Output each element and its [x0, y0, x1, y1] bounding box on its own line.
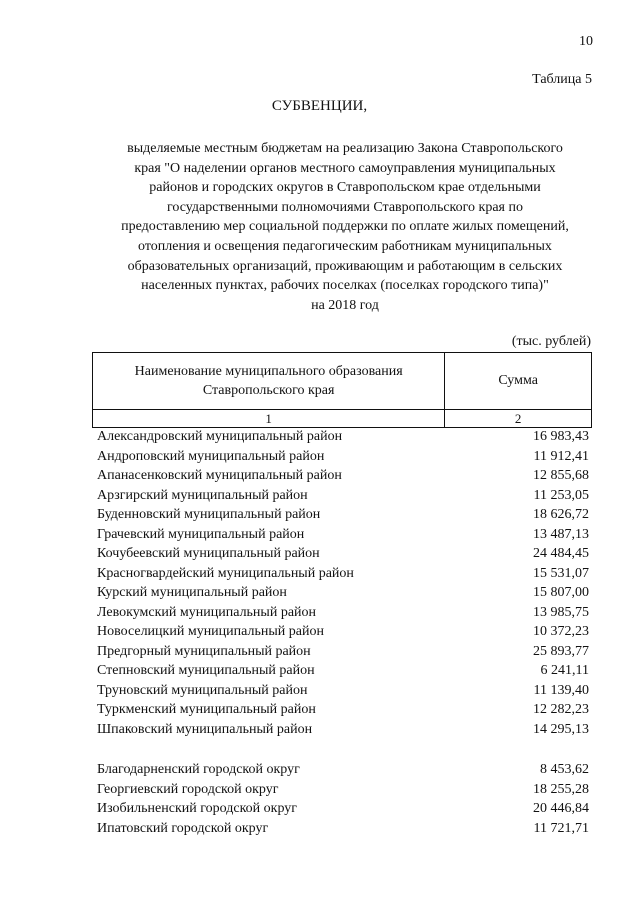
table-row [97, 564, 589, 584]
row-value: 11 253,05 [533, 487, 589, 503]
table-row [97, 819, 589, 839]
row-name: Степновский муниципальный район [97, 663, 315, 678]
table-header [92, 352, 592, 428]
row-value: 11 721,71 [533, 820, 589, 836]
column-number-2: 2 [445, 410, 592, 428]
row-value: 11 139,40 [533, 682, 589, 698]
row-name: Благодарненский городской округ [97, 762, 300, 777]
table-row [97, 583, 589, 603]
table-row [97, 720, 589, 740]
row-name: Туркменский муниципальный район [97, 702, 316, 717]
row-value: 18 255,28 [533, 781, 589, 797]
row-value: 8 453,62 [540, 762, 589, 777]
row-value: 13 985,75 [533, 604, 589, 620]
table-row [97, 780, 589, 800]
row-value: 24 484,45 [533, 546, 589, 561]
row-name: Грачевский муниципальный район [97, 526, 305, 542]
row-value: 25 893,77 [533, 643, 589, 659]
document-heading: СУБВЕНЦИИ, [271, 98, 368, 114]
row-name: Арзгирский муниципальный район [97, 487, 308, 503]
table-row [97, 505, 589, 525]
subtitle-line: отопления и освещения педагогическим работникам муниципальных [138, 238, 552, 254]
row-name: Андроповский муниципальный район [97, 448, 325, 464]
subtitle-line: на 2018 год [311, 297, 379, 313]
column-header-sum: Сумма [445, 353, 592, 410]
row-name: Ипатовский городской округ [97, 820, 269, 836]
units-label: (тыс. рублей) [511, 334, 591, 349]
subtitle-line: образовательных организаций, проживающим и работающим в сельских [127, 258, 563, 274]
row-value: 13 487,13 [533, 526, 589, 542]
subtitle-line: выделяемые местным бюджетам на реализацию Закона Ставропольского [127, 141, 563, 156]
row-value: 12 855,68 [533, 468, 589, 483]
row-name: Кочубеевский муниципальный район [97, 546, 320, 561]
subtitle-line: государственными полномочиями Ставропольского края по [167, 199, 523, 215]
table-row [97, 760, 589, 780]
document-subtitle [95, 139, 595, 315]
column-number-1: 1 [93, 410, 445, 428]
row-name: Буденновский муниципальный район [97, 507, 321, 522]
subtitle-line: районов и городских округов в Ставропольском крае отдельными [149, 180, 541, 196]
table-label: Таблица 5 [532, 72, 592, 87]
row-value: 14 295,13 [533, 721, 589, 737]
row-value: 15 531,07 [533, 565, 589, 581]
row-name: Красногвардейский муниципальный район [97, 565, 354, 581]
row-value: 16 983,43 [533, 429, 589, 444]
okrug-list [97, 760, 589, 838]
row-name: Левокумский муниципальный район [97, 604, 317, 620]
district-list [97, 427, 589, 739]
row-name: Предгорный муниципальный район [97, 643, 311, 659]
row-value: 11 912,41 [533, 448, 589, 464]
subtitle-line: предоставлению мер социальной поддержки по оплате жилых помещений, [121, 219, 569, 235]
column-header-name-line: Наименование муниципального образования [134, 364, 403, 379]
row-name: Новоселицкий муниципальный район [97, 624, 324, 639]
table-row [97, 642, 589, 662]
column-header-name [93, 353, 445, 410]
row-name: Труновский муниципальный район [97, 682, 308, 698]
table-row [97, 661, 589, 681]
table-row [97, 622, 589, 642]
row-name: Александровский муниципальный район [97, 429, 343, 444]
row-name: Георгиевский городской округ [97, 781, 279, 797]
table-row [97, 486, 589, 506]
table-row [97, 427, 589, 447]
row-name: Курский муниципальный район [97, 585, 287, 600]
table-row [97, 700, 589, 720]
table-row [97, 525, 589, 545]
row-name: Изобильненский городской округ [97, 801, 298, 816]
table-row [97, 466, 589, 486]
table-row [97, 603, 589, 623]
row-value: 6 241,11 [540, 663, 589, 678]
row-value: 20 446,84 [533, 801, 589, 816]
row-name: Шпаковский муниципальный район [97, 721, 313, 737]
table-row [97, 544, 589, 564]
table-row [97, 799, 589, 819]
table-row [97, 681, 589, 701]
subtitle-line: населенных пунктах, рабочих поселках (поселках городского типа)" [141, 278, 549, 294]
row-value: 12 282,23 [533, 702, 589, 717]
page-number: 10 [579, 34, 593, 49]
subtitle-line: края "О наделении органов местного самоуправления муниципальных [134, 160, 556, 176]
row-value: 10 372,23 [533, 624, 589, 639]
table-row [97, 447, 589, 467]
row-value: 18 626,72 [533, 507, 589, 522]
row-name: Апанасенковский муниципальный район [97, 468, 342, 483]
row-value: 15 807,00 [533, 585, 589, 600]
column-header-name-line: Ставропольского края [202, 383, 335, 398]
